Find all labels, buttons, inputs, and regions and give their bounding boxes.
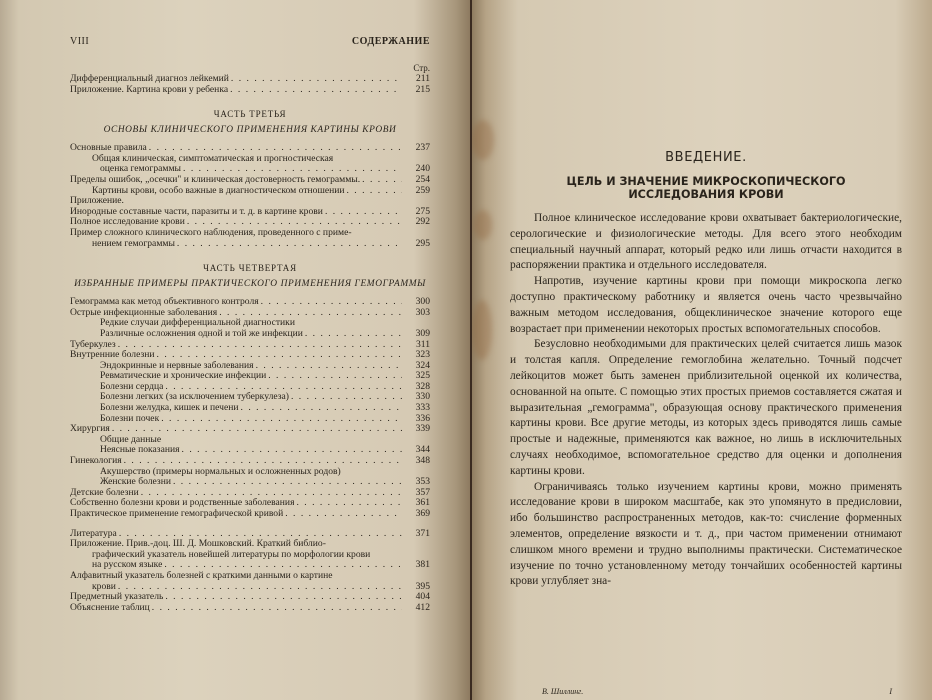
toc-entry-page: 369: [415, 508, 430, 519]
toc-entry-title: Болезни легких (за исключением туберкулеза): [100, 392, 289, 403]
toc-entry-page: 275: [415, 205, 430, 217]
toc-entry: [70, 239, 430, 250]
toc-entry-page: 412: [415, 601, 430, 613]
spacer: [70, 520, 430, 529]
toc-leader-dots: [182, 445, 402, 456]
toc-entry-page: 328: [415, 380, 430, 392]
toc-entry-title: Неясные показания: [100, 445, 180, 456]
toc-entry-page: 323: [415, 349, 430, 361]
toc-leader-dots: [164, 560, 402, 571]
toc-entry: [70, 297, 430, 308]
toc-entry: [70, 371, 430, 382]
toc-leader-dots: [347, 186, 403, 197]
toc-entry-title: Дифференциальный диагноз лейкемий: [70, 74, 229, 84]
toc-leader-dots: [165, 382, 402, 393]
toc-entry-title: Детские болезни: [70, 487, 139, 498]
toc-entry-title: Приложение. Картина крови у ребенка: [70, 84, 229, 95]
toc-entry: [70, 308, 430, 319]
toc-leader-dots: [261, 297, 402, 308]
toc-leader-dots: [173, 477, 402, 488]
toc-entry-page: 330: [415, 391, 430, 403]
toc-entry-title: графический указатель новейшей литературы по морфологии крови: [92, 549, 371, 560]
toc-entry-title: Эндокринные и нервные заболевания: [100, 360, 254, 371]
toc-entry-title: Острые инфекционные заболевания: [70, 307, 218, 318]
toc-entry-page: 211: [415, 73, 430, 84]
toc-entry-title: Пределы ошибок, „осечки" и клиническая достоверность гемограммы.: [70, 174, 361, 185]
toc-entry: [70, 550, 430, 561]
toc-entry-page: 311: [415, 338, 430, 350]
toc-leader-dots: [285, 509, 402, 520]
chapter-title: [510, 175, 902, 201]
toc-entry: [70, 186, 430, 197]
toc-entry: [70, 571, 430, 582]
toc-entry: [70, 435, 430, 446]
toc-entry-title: Предметный указатель: [70, 592, 164, 603]
toc-leader-dots: [177, 239, 402, 250]
toc-entry: [70, 217, 430, 228]
toc-entry-page: 336: [415, 412, 430, 424]
toc-entry: [70, 560, 430, 571]
toc-leader-dots: [305, 329, 402, 340]
toc-entry-page: 300: [415, 296, 430, 308]
toc-entry: [70, 207, 430, 218]
toc-entry-title: Инородные составные части, паразиты и т. д. в картине крови: [70, 206, 323, 217]
toc-entry-title: Болезни почек: [100, 413, 160, 424]
toc-entry-page: 309: [415, 327, 430, 339]
toc-entry-page: 303: [415, 306, 430, 318]
toc-entry-title: Алфавитный указатель болезней с краткими данными о картине: [70, 570, 333, 581]
toc-leader-dots: [362, 175, 402, 186]
toc-leader-dots: [187, 217, 402, 228]
toc-leader-dots: [118, 340, 402, 351]
toc-entry-title: Основные правила: [70, 143, 147, 154]
toc-entry-title: Общие данные: [100, 434, 162, 445]
toc-entry-title: Ревматические и хронические инфекции: [100, 371, 267, 382]
toc-entry: [70, 392, 430, 403]
toc-entry-title: Полное исследование крови: [70, 217, 185, 228]
toc-entry-page: 348: [415, 455, 430, 467]
toc-leader-dots: [256, 361, 402, 372]
toc-entry-title: Практическое применение гемографической кривой: [70, 509, 284, 519]
toc-entry: [70, 467, 430, 478]
toc-entry: [70, 424, 430, 435]
toc-entry-page: 395: [415, 580, 430, 592]
toc-entry-page: 339: [415, 423, 430, 435]
toc-entry-title: Объяснение таблиц: [70, 602, 150, 613]
toc-entry-title: Гинекология: [70, 456, 122, 467]
toc-entry-page: 353: [415, 476, 430, 488]
toc-leader-dots: [118, 582, 402, 593]
toc-entry: [70, 329, 430, 340]
toc-entry-title: Женские болезни: [100, 477, 171, 488]
toc-entry-title: оценка гемограммы: [100, 164, 182, 175]
toc-entry: [70, 529, 430, 540]
toc-entry-page: 292: [415, 216, 430, 228]
footer-signature: В. Шиллинг.: [542, 687, 584, 696]
toc-entry: [70, 85, 430, 96]
chapter-title-line: ЦЕЛЬ И ЗНАЧЕНИЕ МИКРОСКОПИЧЕСКОГО: [566, 175, 846, 188]
toc-entry-page: 333: [415, 402, 430, 414]
body-paragraph: Ограничиваясь только изучением картины крови, можно применять исследование крови в широком масштабе, как это упомянуто в предисловии, ибо большинство распространенных методов, как-то: счисление форменных элементов, определение вязкости и т. д., при частом применении отнимают слишком много времени и трудно выполнимы практически. Систематическое изучение по точно установленному методу тончайших особенностей картины крови углубляет зна-: [510, 480, 902, 588]
toc-entry-title: на русском языке: [92, 560, 163, 571]
body-paragraph: Полное клиническое исследование крови охватывает бактериологические, серологические и физиологические методы. Для всего этого необходим специальный научный аппарат, который редко или лишь отчасти находится в распоряжении практика и отдельного исследователя.: [510, 212, 902, 272]
toc-entry: [70, 318, 430, 329]
toc-entry: [70, 382, 430, 393]
toc-leader-dots: [152, 603, 402, 614]
toc-entry: [70, 488, 430, 499]
toc-entry: [70, 164, 430, 175]
toc-entry-title: Различные осложнения одной и той же инфекции: [100, 328, 303, 339]
toc-leader-dots: [230, 85, 402, 96]
toc-entry-page: 237: [415, 142, 430, 154]
page-number: VIII: [70, 36, 90, 47]
toc-entry-title: крови: [92, 581, 116, 592]
toc-leader-dots: [325, 207, 402, 218]
toc-entry-title: Внутренние болезни: [70, 350, 155, 361]
toc-top-list: [70, 74, 430, 95]
toc-entry: [70, 340, 430, 351]
toc-entry-title: Картины крови, особо важные в диагностическом отношении: [92, 185, 345, 196]
toc-entry-page: 324: [415, 359, 430, 371]
toc-entry: [70, 361, 430, 372]
toc-part3-list: [70, 143, 430, 249]
toc-entry: [70, 350, 430, 361]
toc-entry-title: Пример сложного клинического наблюдения, проведенного с приме-: [70, 227, 352, 238]
toc-leader-dots: [219, 308, 402, 319]
toc-entry: [70, 74, 430, 85]
body-paragraph: Напротив, изучение картины крови при помощи микроскопа легко доступно практическому работнику и является очень часто чрезвычайно важным методом исследования, общеклиническое значение которого еще возрастает при применении некоторых простых вспомогательных способов.: [510, 275, 902, 335]
toc-entry: [70, 414, 430, 425]
toc-entry-title: Общая клиническая, симптоматическая и прогностическая: [92, 153, 334, 164]
toc-entry: [70, 477, 430, 488]
part4-title: ЧАСТЬ ЧЕТВЕРТАЯ: [203, 263, 297, 274]
toc-entry: [70, 228, 430, 239]
toc-entry: [70, 175, 430, 186]
toc-leader-dots: [161, 414, 402, 425]
page-footer: [542, 687, 892, 696]
toc-entry: [70, 456, 430, 467]
paper-stain: [474, 210, 492, 240]
toc-leader-dots: [296, 498, 402, 509]
paper-stain: [472, 120, 494, 160]
toc-entry-page: 361: [415, 497, 430, 509]
toc-entry-page: 254: [415, 173, 430, 185]
toc-entry-title: Акушерство (примеры нормальных и осложненных родов): [100, 466, 341, 477]
paper-stain: [472, 300, 492, 360]
toc-entry: [70, 143, 430, 154]
toc-leader-dots: [157, 350, 402, 361]
chapter-title-line: ИССЛЕДОВАНИЯ КРОВИ: [628, 188, 784, 201]
page-column-label: Стр.: [413, 63, 430, 73]
toc-leader-dots: [124, 456, 402, 467]
toc-leader-dots: [291, 392, 402, 403]
toc-leader-dots: [141, 488, 402, 499]
toc-leader-dots: [231, 74, 402, 85]
toc-leader-dots: [268, 371, 402, 382]
toc-leader-dots: [119, 529, 402, 540]
toc-entry-page: 381: [415, 559, 430, 571]
toc-entry-page: 344: [415, 444, 430, 456]
toc-entry-page: 357: [415, 486, 430, 498]
toc-entry-page: 240: [415, 163, 430, 175]
toc-entry: [70, 509, 430, 520]
toc-leader-dots: [183, 164, 402, 175]
toc-entry: [70, 403, 430, 414]
toc-entry: [70, 196, 430, 207]
toc-entry: [70, 582, 430, 593]
toc-entry-title: Хирургия: [70, 424, 110, 435]
running-head-title: СОДЕРЖАНИЕ: [351, 36, 430, 47]
toc-entry: [70, 539, 430, 550]
toc-entry-page: 404: [415, 591, 430, 603]
right-page: [472, 0, 932, 700]
toc-entry-title: Туберкулез: [70, 339, 116, 350]
toc-entry-page: 295: [415, 237, 430, 249]
toc-leader-dots: [165, 592, 402, 603]
footer-page-number: I: [889, 687, 892, 696]
running-head: [70, 36, 430, 47]
part4-section-title: ИЗБРАННЫЕ ПРИМЕРЫ ПРАКТИЧЕСКОГО ПРИМЕНЕНИЯ ГЕМОГРАММЫ: [74, 279, 426, 290]
toc-entry: [70, 154, 430, 165]
toc-entry-page: 325: [415, 370, 430, 382]
toc-leader-dots: [112, 424, 402, 435]
toc-entry-title: Собственно болезни крови и родственные заболевания: [70, 498, 295, 509]
toc-entry-title: Литература: [70, 528, 117, 539]
toc-leader-dots: [149, 143, 402, 154]
toc-entry-page: 371: [415, 527, 430, 539]
toc-entry: [70, 592, 430, 603]
toc-entry: [70, 498, 430, 509]
toc-entry-page: 215: [415, 83, 430, 95]
part3-section-title: ОСНОВЫ КЛИНИЧЕСКОГО ПРИМЕНЕНИЯ КАРТИНЫ КРОВИ: [103, 125, 397, 136]
toc-entry-title: Редкие случаи дифференциальной диагностики: [100, 318, 295, 329]
toc-entry-title: нением гемограммы: [92, 238, 175, 249]
toc-entry-title: Болезни желудка, кишек и печени: [100, 403, 239, 414]
toc-entry: [70, 445, 430, 456]
part3-title: ЧАСТЬ ТРЕТЬЯ: [213, 109, 287, 120]
toc-leader-dots: [241, 403, 402, 414]
body-paragraph: Безусловно необходимыми для практических целей считается лишь мазок и толстая капля. Определение гемоглобина желательно. Точный подсчет лейкоцитов может быть заменен приблизительной оценкой их количества, основанной на опыте. С помощью этих простых приемов составляется сжатая и выразительная „гемограмма", образующая основу практического применения картины крови. Все другие методы, из которых здесь приводятся лишь самые простые и надежные, применяются как важное, но лишь в исключительных случаях необходимое, вспомогательное средство для оценки и дополнения картины крови.: [510, 338, 902, 477]
toc-entry-title: Приложение. Прив.-доц. Ш. Д. Мошковский. Краткий библио-: [70, 539, 326, 550]
toc-entry-title: Гемограмма как метод объективного контроля: [70, 297, 259, 308]
toc-entry-title: Приложение.: [70, 196, 124, 207]
toc-part4-list: [70, 297, 430, 519]
intro-heading: ВВЕДЕНИЕ.: [665, 150, 747, 165]
toc-entry-title: Болезни сердца: [100, 381, 164, 392]
toc-back-list: [70, 529, 430, 614]
toc-entry-page: 259: [415, 184, 430, 196]
toc-entry: [70, 603, 430, 614]
